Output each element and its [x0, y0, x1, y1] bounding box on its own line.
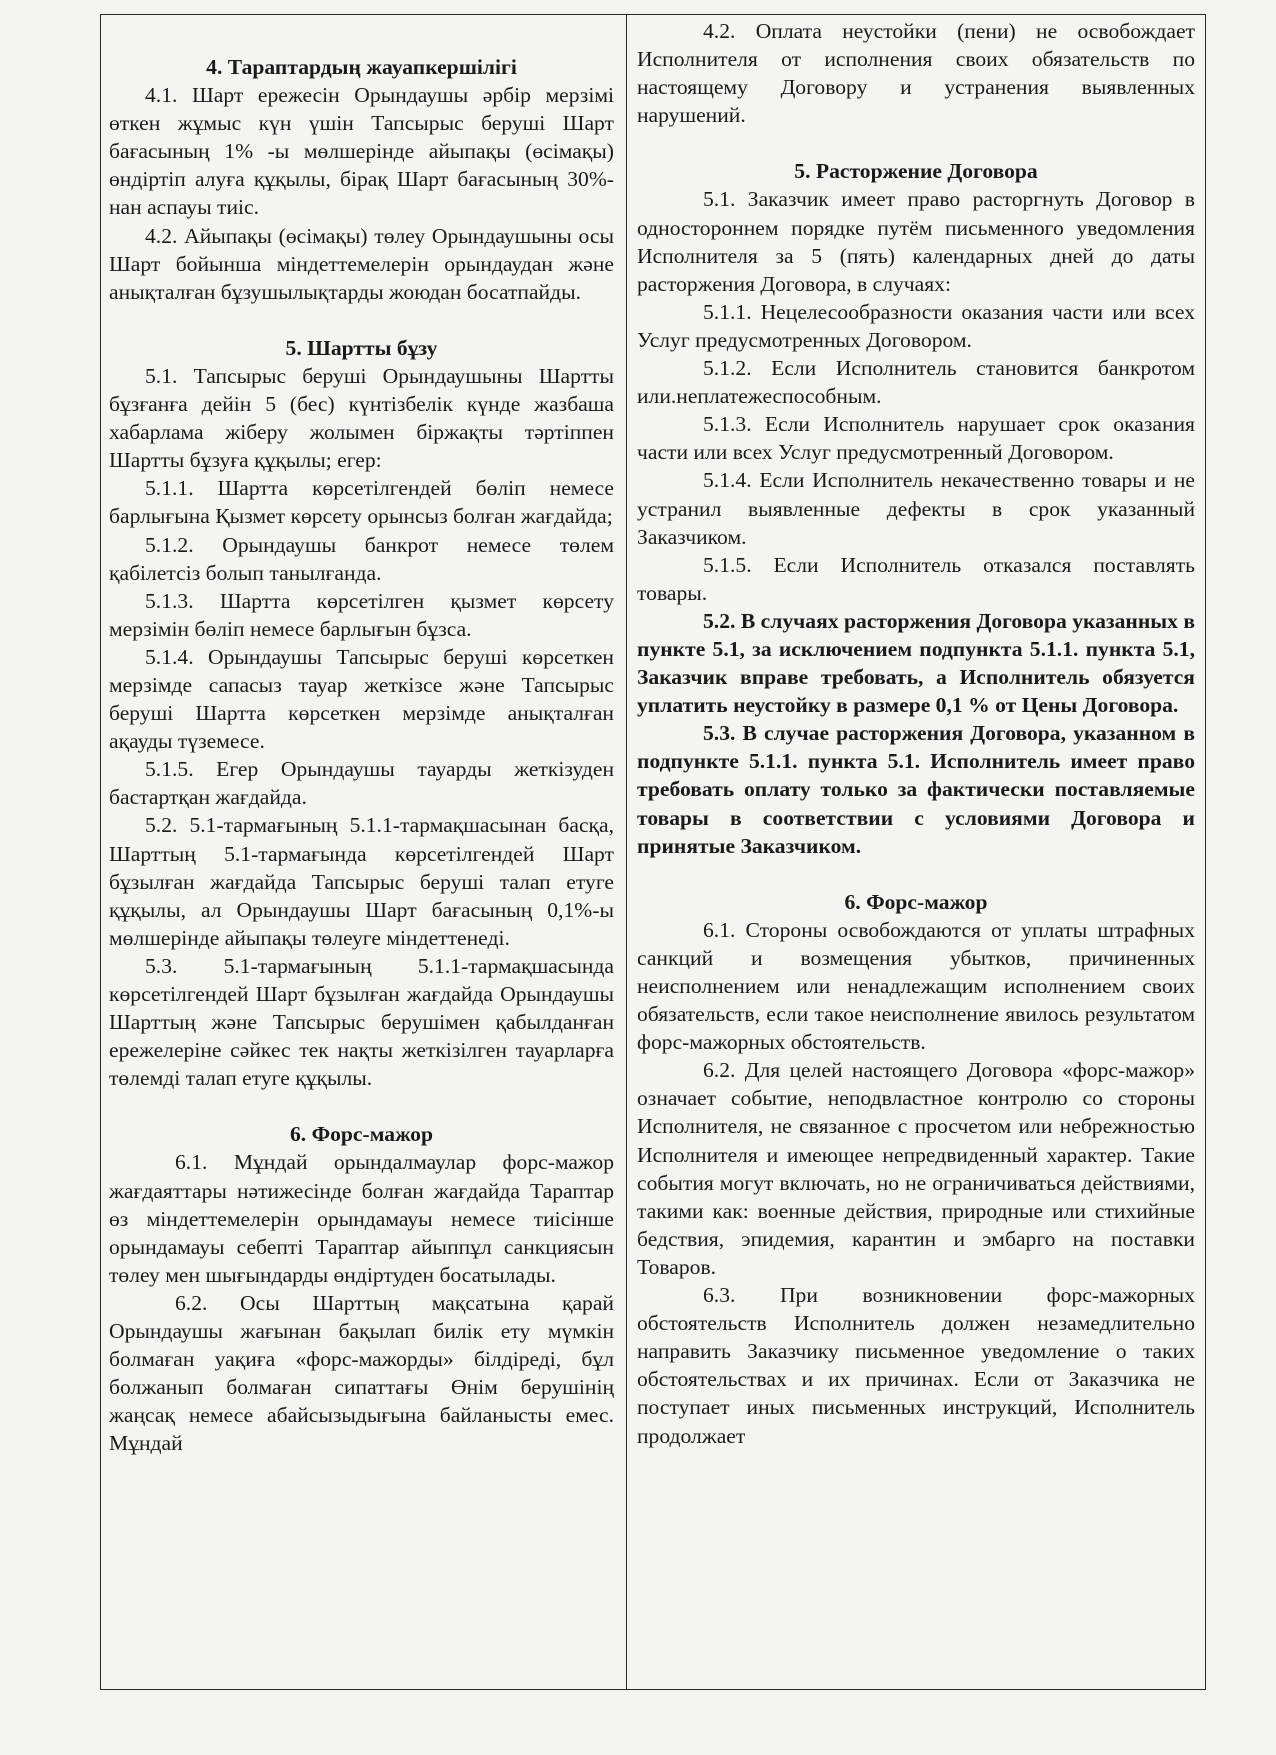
kazakh-column [101, 15, 627, 1689]
clause-5-2-ru: 5.2. В случаях расторжения Договора указанных в пункте 5.1, за исключением подпункта 5.1.1. пункта 5.1, Заказчик вправе требовать, а Исполнитель обязуется уплатить неустойку в размере 0,1 % от Цены Договора. [637, 608, 1195, 718]
clause-5-3-ru: 5.3. В случае расторжения Договора, указанном в подпункте 5.1.1. пункта 5.1. Исполнитель имеет право требовать оплату только за фактически поставляемые товары в соответствии с условиями Договора и принятые Заказчиком. [637, 721, 1195, 858]
clause-6-1-ru: 6.1. Стороны освобождаются от уплаты штрафных санкций и возмещения убытков, причиненных неисполнением или ненадлежащим исполнением своих обязательств, если такое неисполнение явилось результатом форс-мажорных обстоятельств. [637, 917, 1195, 1055]
clause-5-1-4-ru: 5.1.4. Если Исполнитель некачественно товары и не устранил выявленные дефекты в срок указанный Заказчиком. [637, 468, 1195, 549]
clause-6-3-ru: 6.3. При возникновении форс-мажорных обстоятельств Исполнитель должен незамедлительно направить Заказчику письменное уведомление о таких обстоятельствах и их причинах. Если от Заказчика не поступает иных письменных инструкций, Исполнитель продолжает [637, 1283, 1195, 1448]
clause-6-1-kz: 6.1. Мұндай орындалмаулар форс-мажор жағдаяттары нәтижесінде болған жағдайда Тараптар өз міндеттемелерін орындамауы немесе тиісінше орындамауы себепті Тараптар айыппұл санкциясын төлеу мен шығындарды өндіртуден босатылады. [109, 1150, 614, 1287]
clause-5-1-2-ru: 5.1.2. Если Исполнитель становится банкротом или.неплатежеспособным. [637, 356, 1195, 409]
clause-5-2-kz: 5.2. 5.1-тармағының 5.1.1-тармақшасынан басқа, Шарттың 5.1-тармағында көрсетілгендей Шарт бұзылған жағдайда Тапсырыс беруші талап етуге құқылы, ал Орындаушы Шарт бағасының 0,1%-ы мөлшерінде айыпақы төлеуге міндеттенеді. [109, 813, 614, 950]
clause-4-2-kz: 4.2. Айыпақы (өсімақы) төлеу Орындаушыны осы Шарт бойынша міндеттемелерін орындаудан және анықталған бұзушылықтарды жоюдан босатпайды. [109, 223, 614, 304]
clause-5-1-1-ru: 5.1.1. Нецелесообразности оказания части или всех Услуг предусмотренных Договором. [637, 299, 1195, 352]
clause-4-2-ru: 4.2. Оплата неустойки (пени) не освобождает Исполнителя от исполнения своих обязательств по настоящему Договору и устранения выявленных нарушений. [637, 19, 1195, 128]
clause-5-1-1-kz: 5.1.1. Шартта көрсетілгендей бөліп немесе барлығына Қызмет көрсету орынсыз болған жағдайда; [109, 476, 614, 529]
section-5-title-kz: 5. Шартты бұзу [285, 335, 438, 360]
section-6-title-ru: 6. Форс-мажор [844, 889, 988, 914]
clause-5-1-3-ru: 5.1.3. Если Исполнитель нарушает срок оказания части или всех Услуг предусмотренный Договором. [637, 412, 1195, 465]
clause-6-2-ru: 6.2. Для целей настоящего Договора «форс-мажор» означает событие, неподвластное контролю со стороны Исполнителя, не связанное с просчетом или небрежностью Исполнителя и имеющее непредвиденный характер. Такие события могут включать, но не ограничиваться действиями, такими как: военные действия, природные или стихийные бедствия, эпидемия, карантин и эмбарго на поставки Товаров. [637, 1058, 1195, 1279]
section-5-title-ru: 5. Расторжение Договора [794, 159, 1038, 184]
clause-5-1-2-kz: 5.1.2. Орындаушы банкрот немесе төлем қабілетсіз болып танылғанда. [109, 532, 614, 585]
clause-5-1-5-kz: 5.1.5. Егер Орындаушы тауарды жеткізуден бастартқан жағдайда. [109, 757, 614, 810]
clause-5-1-5-ru: 5.1.5. Если Исполнитель отказался поставлять товары. [637, 552, 1195, 605]
russian-column [627, 15, 1205, 1689]
contract-table [100, 14, 1206, 1690]
clause-5-1-4-kz: 5.1.4. Орындаушы Тапсырыс беруші көрсеткен мерзімде сапасыз тауар жеткізсе және Тапсырыс беруші Шартта көрсеткен мерзімде анықталған ақауды түземесе. [109, 644, 614, 754]
clause-5-1-3-kz: 5.1.3. Шартта көрсетілген қызмет көрсету мерзімін бөліп немесе барлығын бұзса. [109, 588, 614, 641]
clause-4-1-kz: 4.1. Шарт ережесін Орындаушы әрбір мерзімі өткен жұмыс күн үшін Тапсырыс беруші Шарт бағасының 1% -ы мөлшерінде айыпақы (өсімақы) өндіртіп алуға құқылы, бірақ Шарт бағасының 30%-нан аспауы тиіс. [109, 83, 614, 220]
clause-6-2-kz: 6.2. Осы Шарттың мақсатына қарай Орындаушы жағынан бақылап билік ету мүмкін болмаған уақиға «форс-мажорды» білдіреді, бұл болжанып болмаған сипаттағы Өнім берушінің жаңсақ немесе абайсызыдығына байланысты емес. Мұндай [109, 1290, 614, 1456]
clause-5-1-kz: 5.1. Тапсырыс беруші Орындаушыны Шартты бұзғанға дейін 5 (бес) күнтізбелік күнде жазбаша хабарлама жіберу жолымен біржақты тәртіппен Шартты бұзуға құқылы; егер: [109, 363, 614, 473]
clause-5-1-ru: 5.1. Заказчик имеет право расторгнуть Договор в одностороннем порядке путём письменного уведомления Исполнителя за 5 (пять) календарных дней до даты расторжения Договора, в случаях: [637, 187, 1195, 296]
section-6-title-kz: 6. Форс-мажор [289, 1122, 433, 1147]
section-4-title-kz: 4. Тараптардың жауапкершілігі [206, 55, 517, 79]
clause-5-3-kz: 5.3. 5.1-тармағының 5.1.1-тармақшасында көрсетілгендей Шарт бұзылған жағдайда Орындаушы Шарттың және Тапсырыс берушімен қабылданған ережелеріне сәйкес тек нақты жеткізілген тауарларға төлемді талап етуге құқылы. [109, 953, 614, 1091]
